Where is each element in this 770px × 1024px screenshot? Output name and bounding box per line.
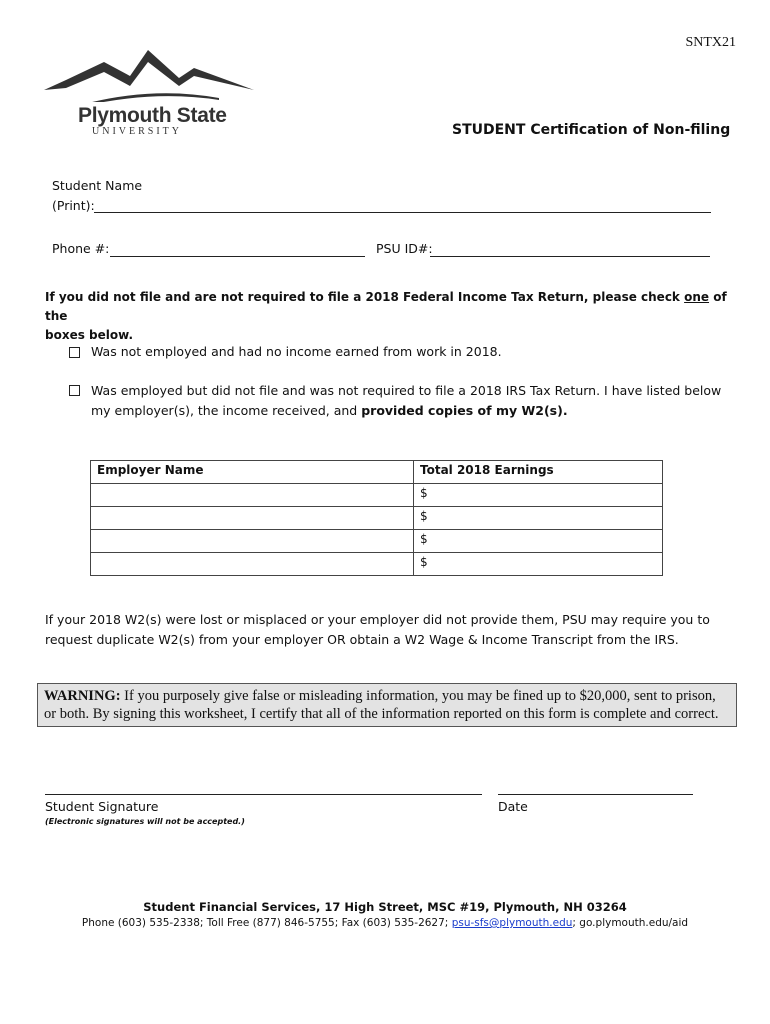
option-not-employed-checkbox[interactable] bbox=[69, 347, 80, 358]
employer-name-cell[interactable] bbox=[91, 484, 414, 507]
university-logo bbox=[44, 42, 259, 142]
mountain-logo-icon bbox=[44, 42, 259, 102]
w2-note-line1: If your 2018 W2(s) were lost or misplaced or your employer did not provide them, PSU may require you to bbox=[45, 612, 710, 627]
instructions-text: If you did not file and are not required to file a 2018 Federal Income Tax Return, please check bbox=[45, 290, 685, 304]
psu-id-label: PSU ID#: bbox=[376, 241, 433, 256]
logo-name: Plymouth State bbox=[78, 104, 227, 127]
footer-phones: Phone (603) 535-2338; Toll Free (877) 846-5755; Fax (603) 535-2627; bbox=[81, 917, 452, 929]
w2-note bbox=[45, 610, 745, 650]
option-employed-label bbox=[91, 381, 731, 421]
instructions-line2: boxes below. bbox=[45, 328, 133, 342]
student-name-field[interactable] bbox=[94, 212, 711, 213]
warning-label: WARNING: bbox=[44, 688, 121, 704]
footer-contact bbox=[0, 917, 770, 929]
instructions bbox=[45, 288, 735, 345]
table-header-row bbox=[91, 461, 663, 484]
footer-website: ; go.plymouth.edu/aid bbox=[572, 917, 689, 929]
page-title: STUDENT Certification of Non-filing bbox=[452, 122, 731, 138]
student-name-label: Student Name bbox=[52, 178, 143, 193]
earnings-cell[interactable]: $ bbox=[414, 484, 663, 507]
option-employed-bold: provided copies of my W2(s). bbox=[361, 403, 568, 418]
student-name-print-label: (Print): bbox=[52, 198, 95, 213]
form-code: SNTX21 bbox=[685, 35, 736, 50]
phone-label: Phone #: bbox=[52, 241, 110, 256]
option-not-employed-label: Was not employed and had no income earned from work in 2018. bbox=[91, 344, 502, 359]
employer-name-header: Employer Name bbox=[91, 461, 414, 484]
table-row bbox=[91, 553, 663, 576]
earnings-cell[interactable]: $ bbox=[414, 530, 663, 553]
table-row bbox=[91, 507, 663, 530]
date-field[interactable] bbox=[498, 794, 693, 795]
phone-field[interactable] bbox=[110, 256, 365, 257]
warning-text: If you purposely give false or misleading information, you may be fined up to $20,000, sent to prison, or both. By signing this worksheet, I certify that all of the information reported on this form is complete and correct. bbox=[44, 688, 719, 722]
warning-box bbox=[37, 683, 737, 727]
option-employed-line2: my employer(s), the income received, and bbox=[91, 403, 362, 418]
instructions-text-end: of the bbox=[45, 290, 727, 323]
option-employed-line1: Was employed but did not file and was not required to file a 2018 IRS Tax Return. I have listed below bbox=[91, 383, 722, 398]
w2-note-line2: request duplicate W2(s) from your employer OR obtain a W2 Wage & Income Transcript from the IRS. bbox=[45, 632, 679, 647]
student-signature-field[interactable] bbox=[45, 794, 482, 795]
earnings-cell[interactable]: $ bbox=[414, 507, 663, 530]
footer-email-link[interactable]: psu-sfs@plymouth.edu bbox=[451, 917, 573, 929]
option-employed-checkbox[interactable] bbox=[69, 385, 80, 396]
employer-name-cell[interactable] bbox=[91, 553, 414, 576]
earnings-header: Total 2018 Earnings bbox=[414, 461, 663, 484]
instructions-emphasis: one bbox=[684, 290, 710, 304]
student-signature-label: Student Signature bbox=[45, 799, 159, 814]
employer-table bbox=[90, 460, 663, 576]
psu-id-field[interactable] bbox=[430, 256, 710, 257]
table-row bbox=[91, 530, 663, 553]
earnings-cell[interactable]: $ bbox=[414, 553, 663, 576]
signature-note: (Electronic signatures will not be accepted.) bbox=[45, 817, 245, 826]
employer-name-cell[interactable] bbox=[91, 530, 414, 553]
employer-name-cell[interactable] bbox=[91, 507, 414, 530]
footer-address: Student Financial Services, 17 High Street, MSC #19, Plymouth, NH 03264 bbox=[143, 900, 627, 914]
logo-subtitle: UNIVERSITY bbox=[92, 126, 182, 137]
table-row bbox=[91, 484, 663, 507]
date-label: Date bbox=[498, 799, 528, 814]
